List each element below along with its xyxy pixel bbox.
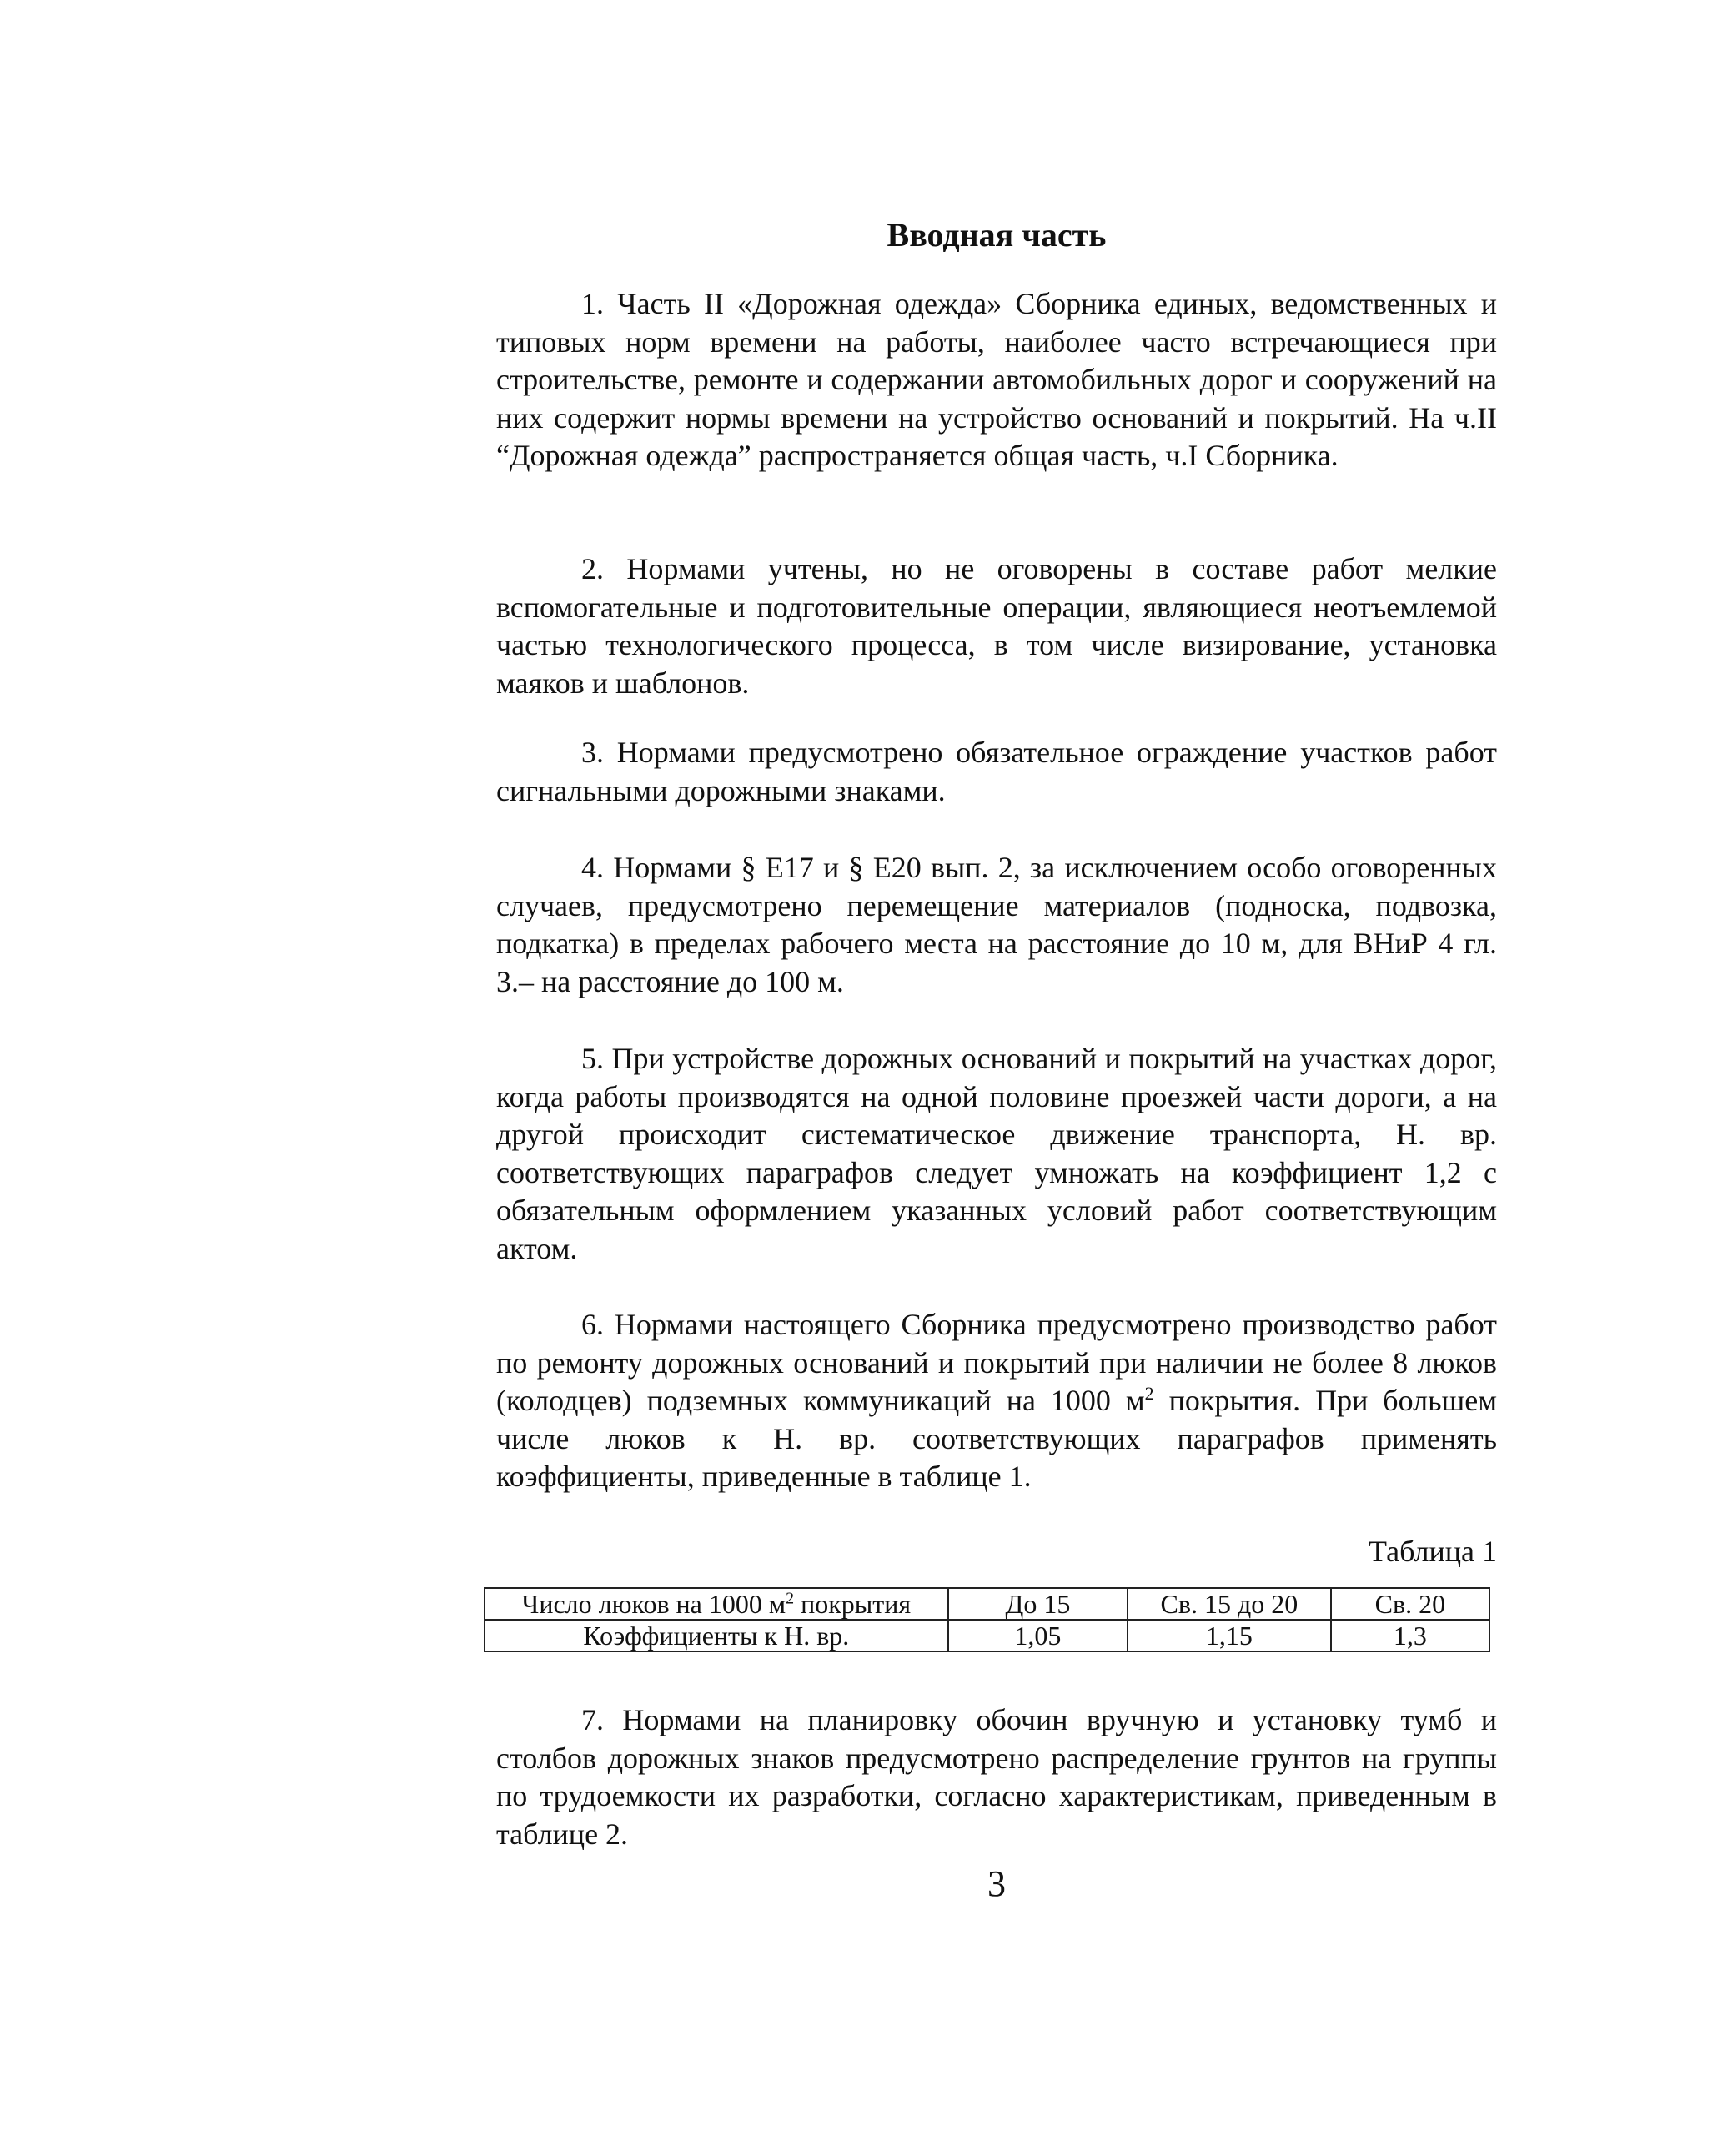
paragraph-6 <box>496 1306 1497 1496</box>
table-cell: Св. 15 до 20 <box>1128 1588 1331 1620</box>
table-cell: Св. 20 <box>1331 1588 1489 1620</box>
table-row-label: Коэффициенты к Н. вр. <box>485 1620 948 1651</box>
table-label-superscript: 2 <box>786 1589 795 1608</box>
paragraph-4: 4. Нормами § Е17 и § Е20 вып. 2, за исключением особо оговоренных случаев, предусмотрено перемещение материалов (подноска, подвозка, подкатка) в пределах рабочего места на расстояние до 10 м, для ВНиР 4 гл. 3.– на расстояние до 100 м. <box>496 851 1497 998</box>
paragraph-6-text-end: покрытия. При большем числе люков к Н. вр. соответствующих параграфов применять коэффициенты, приведенные в таблице 1. <box>496 1384 1498 1493</box>
paragraph-7: 7. Нормами на планировку обочин вручную и установку тумб и столбов дорожных знаков предусмотрено распределение грунтов на группы по трудоемкости их разработки, согласно характеристикам, приведенным в таблице 2. <box>496 1703 1497 1851</box>
table-1 <box>484 1587 1490 1652</box>
section-title: Вводная часть <box>887 216 1107 254</box>
paragraph-2: 2. Нормами учтены, но не оговорены в составе работ мелкие вспомогательные и подготовительные операции, являющиеся неотъемлемой частью технологического процесса, в том числе визирование, установка маяков и шаблонов. <box>496 552 1497 700</box>
table-cell: 1,15 <box>1128 1620 1331 1651</box>
table-row <box>485 1620 1489 1651</box>
table-label-text-start: Число люков на 1000 м <box>521 1589 786 1619</box>
table-label-text-end: покрытия <box>794 1589 912 1619</box>
table-row-label <box>485 1588 948 1620</box>
paragraph-6-superscript: 2 <box>1144 1383 1154 1404</box>
page-number: 3 <box>987 1863 1006 1904</box>
paragraph-6-text-start: 6. Нормами настоящего Сборника предусмотрено производство работ по ремонту дорожных оснований и покрытий при наличии не более 8 люков (колодцев) подземных коммуникаций на 1000 м <box>496 1308 1497 1417</box>
table-row <box>485 1588 1489 1620</box>
table-cell: 1,3 <box>1331 1620 1489 1651</box>
paragraph-1: 1. Часть II «Дорожная одежда» Сборника единых, ведомственных и типовых норм времени на работы, наиболее часто встречающиеся при строительстве, ремонте и содержании автомобильных дорог и сооружений на них содержит нормы времени на устройство оснований и покрытий. На ч.II “Дорожная одежда” распространяется общая часть, ч.I Сборника. <box>496 287 1497 472</box>
paragraph-3: 3. Нормами предусмотрено обязательное ограждение участков работ сигнальными дорожными знаками. <box>496 736 1497 807</box>
table-cell: 1,05 <box>948 1620 1128 1651</box>
paragraph-5: 5. При устройстве дорожных оснований и покрытий на участках дорог, когда работы производятся на одной половине проезжей части дороги, а на другой происходит систематическое движение транспорта, Н. вр. соответствующих параграфов следует умножать на коэффициент 1,2 с обязательным оформлением указанных условий работ соответствующим актом. <box>496 1042 1497 1265</box>
table-cell: До 15 <box>948 1588 1128 1620</box>
table-1-caption: Таблица 1 <box>1369 1535 1497 1568</box>
